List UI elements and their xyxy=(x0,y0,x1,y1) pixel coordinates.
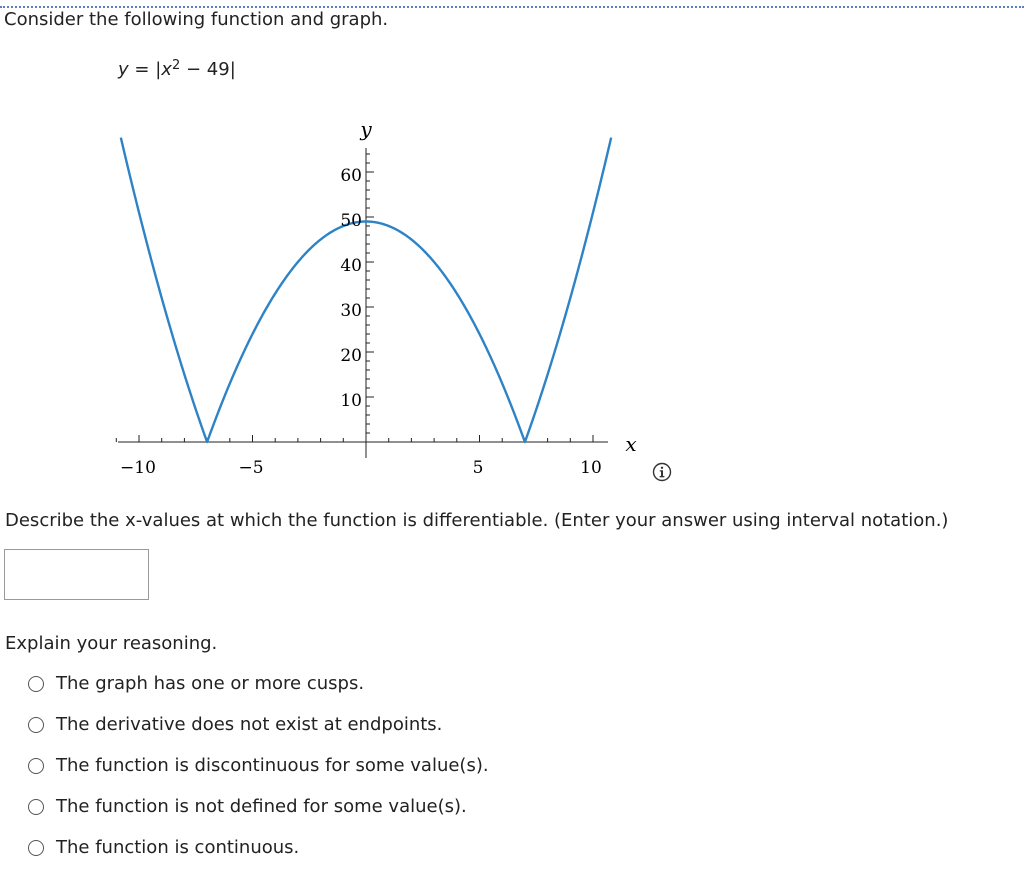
top-dotted-border xyxy=(0,6,1024,8)
function-equation xyxy=(118,59,236,80)
y-tick-label: 60 xyxy=(340,166,362,186)
radio-button[interactable] xyxy=(28,717,44,733)
equation-abs-close: | xyxy=(229,59,236,80)
option-continuous[interactable] xyxy=(28,827,489,868)
equation-constant: 49 xyxy=(206,59,230,80)
x-tick-label: −5 xyxy=(238,458,264,478)
x-tick-label: −10 xyxy=(120,458,156,478)
option-label: The function is discontinuous for some value(s). xyxy=(56,755,489,776)
radio-button[interactable] xyxy=(28,799,44,815)
info-icon[interactable] xyxy=(652,462,672,482)
equation-abs-open: | xyxy=(155,59,162,80)
x-tick-label: 5 xyxy=(472,458,484,478)
option-label: The graph has one or more cusps. xyxy=(56,673,365,694)
x-tick-label: 10 xyxy=(580,458,602,478)
x-tick-labels xyxy=(120,458,602,478)
y-tick-labels xyxy=(340,166,362,411)
y-tick-label: 30 xyxy=(340,301,362,321)
function-graph xyxy=(100,110,660,490)
radio-button[interactable] xyxy=(28,758,44,774)
option-cusps[interactable] xyxy=(28,663,489,704)
option-endpoints[interactable] xyxy=(28,704,489,745)
y-axis-label: y xyxy=(360,117,372,141)
y-tick-label: 20 xyxy=(340,346,362,366)
radio-button[interactable] xyxy=(28,840,44,856)
equation-exponent: 2 xyxy=(171,58,181,73)
x-axis-label: x xyxy=(625,432,637,456)
option-label: The function is continuous. xyxy=(56,837,300,858)
option-discontinuous[interactable] xyxy=(28,745,489,786)
answer-input[interactable] xyxy=(4,549,149,600)
equation-variable: x xyxy=(161,59,172,80)
question-text: Describe the x-values at which the function is differentiable. (Enter your answer using interval notation.) xyxy=(5,510,949,531)
reasoning-options xyxy=(28,663,489,868)
radio-button[interactable] xyxy=(28,676,44,692)
equation-lhs: y xyxy=(118,59,129,80)
y-tick-label: 10 xyxy=(340,391,362,411)
equation-equals: = xyxy=(134,59,150,80)
y-tick-label: 40 xyxy=(340,256,362,276)
option-label: The derivative does not exist at endpoints. xyxy=(56,714,443,735)
y-tick-label: 50 xyxy=(340,211,362,231)
option-label: The function is not defined for some value(s). xyxy=(56,796,467,817)
equation-minus: − xyxy=(185,59,202,80)
intro-text: Consider the following function and graph. xyxy=(4,9,389,30)
reasoning-label: Explain your reasoning. xyxy=(5,633,218,654)
option-not-defined[interactable] xyxy=(28,786,489,827)
